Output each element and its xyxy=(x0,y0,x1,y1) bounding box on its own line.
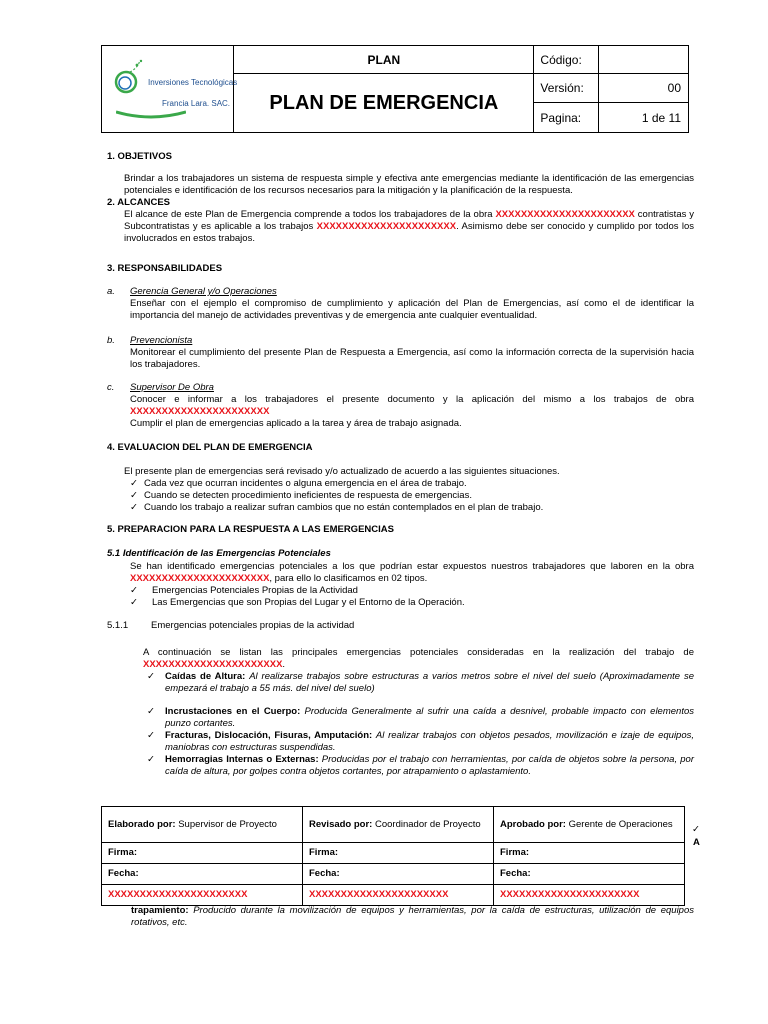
check-icon: ✓ xyxy=(147,706,155,717)
check-icon: ✓ xyxy=(147,730,155,741)
resp-c-text2: Cumplir el plan de emergencias aplicado a la tarea y área de trabajo asignada. xyxy=(130,418,462,429)
section-3-heading: 3. RESPONSABILIDADES xyxy=(107,263,223,274)
resp-b-mark: b. xyxy=(107,335,115,346)
revisado-cell: Revisado por: Coordinador de Proyecto xyxy=(303,807,494,843)
fecha-placeholder: XXXXXXXXXXXXXXXXXXXXXX xyxy=(494,885,685,906)
check-icon: ✓ xyxy=(147,671,155,682)
section-4-bullet: ✓ Cuando los trabajo a realizar sufran cambios que no están contemplados en el plan de trabajo. xyxy=(130,502,544,513)
plan-label: PLAN xyxy=(234,46,534,74)
trabajos-placeholder: XXXXXXXXXXXXXXXXXXXXXX xyxy=(316,221,457,232)
fecha-placeholder: XXXXXXXXXXXXXXXXXXXXXX xyxy=(303,885,494,906)
section-4-heading: 4. EVALUACION DEL PLAN DE EMERGENCIA xyxy=(107,442,313,453)
section-5-1-1-title: Emergencias potenciales propias de la actividad xyxy=(151,620,355,631)
company-name-line2: Francia Lara. SAC. xyxy=(162,99,231,108)
fecha-cell: Fecha: xyxy=(102,864,303,885)
section-4-intro: El presente plan de emergencias será revisado y/o actualizado de acuerdo a las siguientes situaciones. xyxy=(124,466,560,477)
alcance-text-3: . Asimismo debe ser conocido y cumplido por todos los involucrados en estos trabajos. xyxy=(124,221,695,244)
logo-cell xyxy=(102,46,238,133)
firma-cell: Firma: xyxy=(102,843,303,864)
aprobado-cell: Aprobado por: Gerente de Operaciones xyxy=(494,807,685,843)
resp-c-mark: c. xyxy=(107,382,115,393)
emergency-item: Incrustaciones en el Cuerpo: Producida Generalmente al sufrir una caída a desnivel, probable impacto con elementos punzo cortantes. xyxy=(165,706,694,729)
fecha-cell: Fecha: xyxy=(494,864,685,885)
emergency-item: Hemorragias Internas o Externas: Producidas por el trabajo con herramientas, por caída de objetos sobre la persona, por caída de altura, por golpes contra objetos cortantes, por atrapamiento o aplastamiento. xyxy=(165,754,694,777)
version-label: Versión: xyxy=(534,74,599,103)
firma-cell: Firma: xyxy=(303,843,494,864)
section-4-bullet: ✓ Cuando se detecten procedimiento ineficientes de respuesta de emergencias. xyxy=(130,490,472,501)
side-letter: A xyxy=(693,837,700,848)
section-5-heading: 5. PREPARACION PARA LA RESPUESTA A LAS EMERGENCIAS xyxy=(107,524,394,535)
codigo-label: Código: xyxy=(534,46,599,74)
resp-b-title: Prevencionista xyxy=(130,335,193,346)
fecha-placeholder: XXXXXXXXXXXXXXXXXXXXXX xyxy=(102,885,303,906)
emergency-item: Caídas de Altura: Al realizarse trabajos sobre estructuras a varios metros sobre el nivel del suelo (Aproximadamente se empezará el trabajo a 55 más. del nivel del suelo) xyxy=(165,671,694,694)
logo-swoosh-icon xyxy=(116,110,186,120)
section-5-1-1-number: 5.1.1 xyxy=(107,620,129,631)
obra-placeholder: XXXXXXXXXXXXXXXXXXXXXX xyxy=(130,573,270,584)
overflow-item: trapamiento: Producido durante la movilización de equipos y herramientas, por la caída de estructuras, utilización de equipos rotativos, etc. xyxy=(131,905,695,928)
resp-a-mark: a. xyxy=(107,286,115,297)
section-4-bullet: ✓ Cada vez que ocurran incidentes o alguna emergencia en el área de trabajo. xyxy=(130,478,467,489)
alcance-text-2: contratistas y Subcontratistas y es aplicable a los trabajos xyxy=(124,209,695,232)
obra-placeholder: XXXXXXXXXXXXXXXXXXXXXX xyxy=(495,209,635,220)
alcance-text-1: El alcance de este Plan de Emergencia comprende a todos los trabajadores de la obra xyxy=(124,209,493,220)
resp-c-title: Supervisor De Obra xyxy=(130,382,214,393)
resp-b-text: Monitorear el cumplimiento del presente Plan de Respuesta a Emergencia, así como la información correcta de la supervisión hacia los trabajadores. xyxy=(130,347,694,370)
check-icon: ✓ xyxy=(130,597,138,608)
resp-a-title: Gerencia General y/o Operaciones xyxy=(130,286,277,297)
section-5-1-text: Se han identificado emergencias potenciales a los que podrían estar expuestos nuestros trabajadores que laboren en la obra XXXXXXXXXXXXXXXXXXXXXX, para ello lo clasificamos en 02 tipos. xyxy=(130,561,694,584)
codigo-value xyxy=(599,46,689,74)
section-2-heading: 2. ALCANCES xyxy=(107,197,170,208)
section-5-1-1-intro: A continuación se listan las principales emergencias potenciales consideradas en la realización del trabajo de xyxy=(143,647,694,658)
resp-c-placeholder: XXXXXXXXXXXXXXXXXXXXXX xyxy=(130,406,270,417)
document-title: PLAN DE EMERGENCIA xyxy=(234,74,534,133)
check-icon: ✓ xyxy=(130,502,138,513)
company-logo-icon xyxy=(108,56,144,100)
check-icon: ✓ xyxy=(692,824,700,835)
document-header xyxy=(101,45,689,133)
emergency-item: Fracturas, Dislocación, Fisuras, Amputación: Al realizar trabajos con objetos pesados, movilización e izaje de equipos, maniobras con estructuras suspendidas. xyxy=(165,730,695,753)
pagina-value: 1 de 11 xyxy=(599,103,689,133)
emergency-type: ✓ Las Emergencias que son Propias del Lugar y el Entorno de la Operación. xyxy=(130,597,465,608)
check-icon: ✓ xyxy=(130,490,138,501)
pagina-label: Pagina: xyxy=(534,103,599,133)
firma-cell: Firma: xyxy=(494,843,685,864)
section-5-1-heading: 5.1 Identificación de las Emergencias Potenciales xyxy=(107,548,331,559)
resp-c-text: Conocer e informar a los trabajadores el presente documento y la aplicación del mismo a los trabajos de obra xyxy=(130,394,694,405)
section-5-1-1-placeholder-line: XXXXXXXXXXXXXXXXXXXXXX. xyxy=(143,659,286,670)
section-1-heading: 1. OBJETIVOS xyxy=(107,151,172,162)
approval-table xyxy=(101,806,685,906)
emergency-type: ✓ Emergencias Potenciales Propias de la Actividad xyxy=(130,585,358,596)
check-icon: ✓ xyxy=(130,478,138,489)
version-value: 00 xyxy=(599,74,689,103)
fecha-cell: Fecha: xyxy=(303,864,494,885)
check-icon: ✓ xyxy=(147,754,155,765)
check-icon: ✓ xyxy=(130,585,138,596)
section-2-text xyxy=(124,209,694,245)
company-name-line1: Inversiones Tecnológicas xyxy=(148,78,238,87)
elaborado-cell: Elaborado por: Supervisor de Proyecto xyxy=(102,807,303,843)
resp-a-text: Enseñar con el ejemplo el compromiso de cumplimiento y aplicación del Plan de Emergencias, así como el de identificar la importancia del manejo de actividades preventivas y de emergencia ante cualquier eventualidad. xyxy=(130,298,694,321)
section-1-text: Brindar a los trabajadores un sistema de respuesta simple y efectiva ante emergencias mediante la identificación de las emergencias potenciales e identificación de los recursos necesarios para la mitigación y la planificación de la respuesta. xyxy=(124,173,694,196)
